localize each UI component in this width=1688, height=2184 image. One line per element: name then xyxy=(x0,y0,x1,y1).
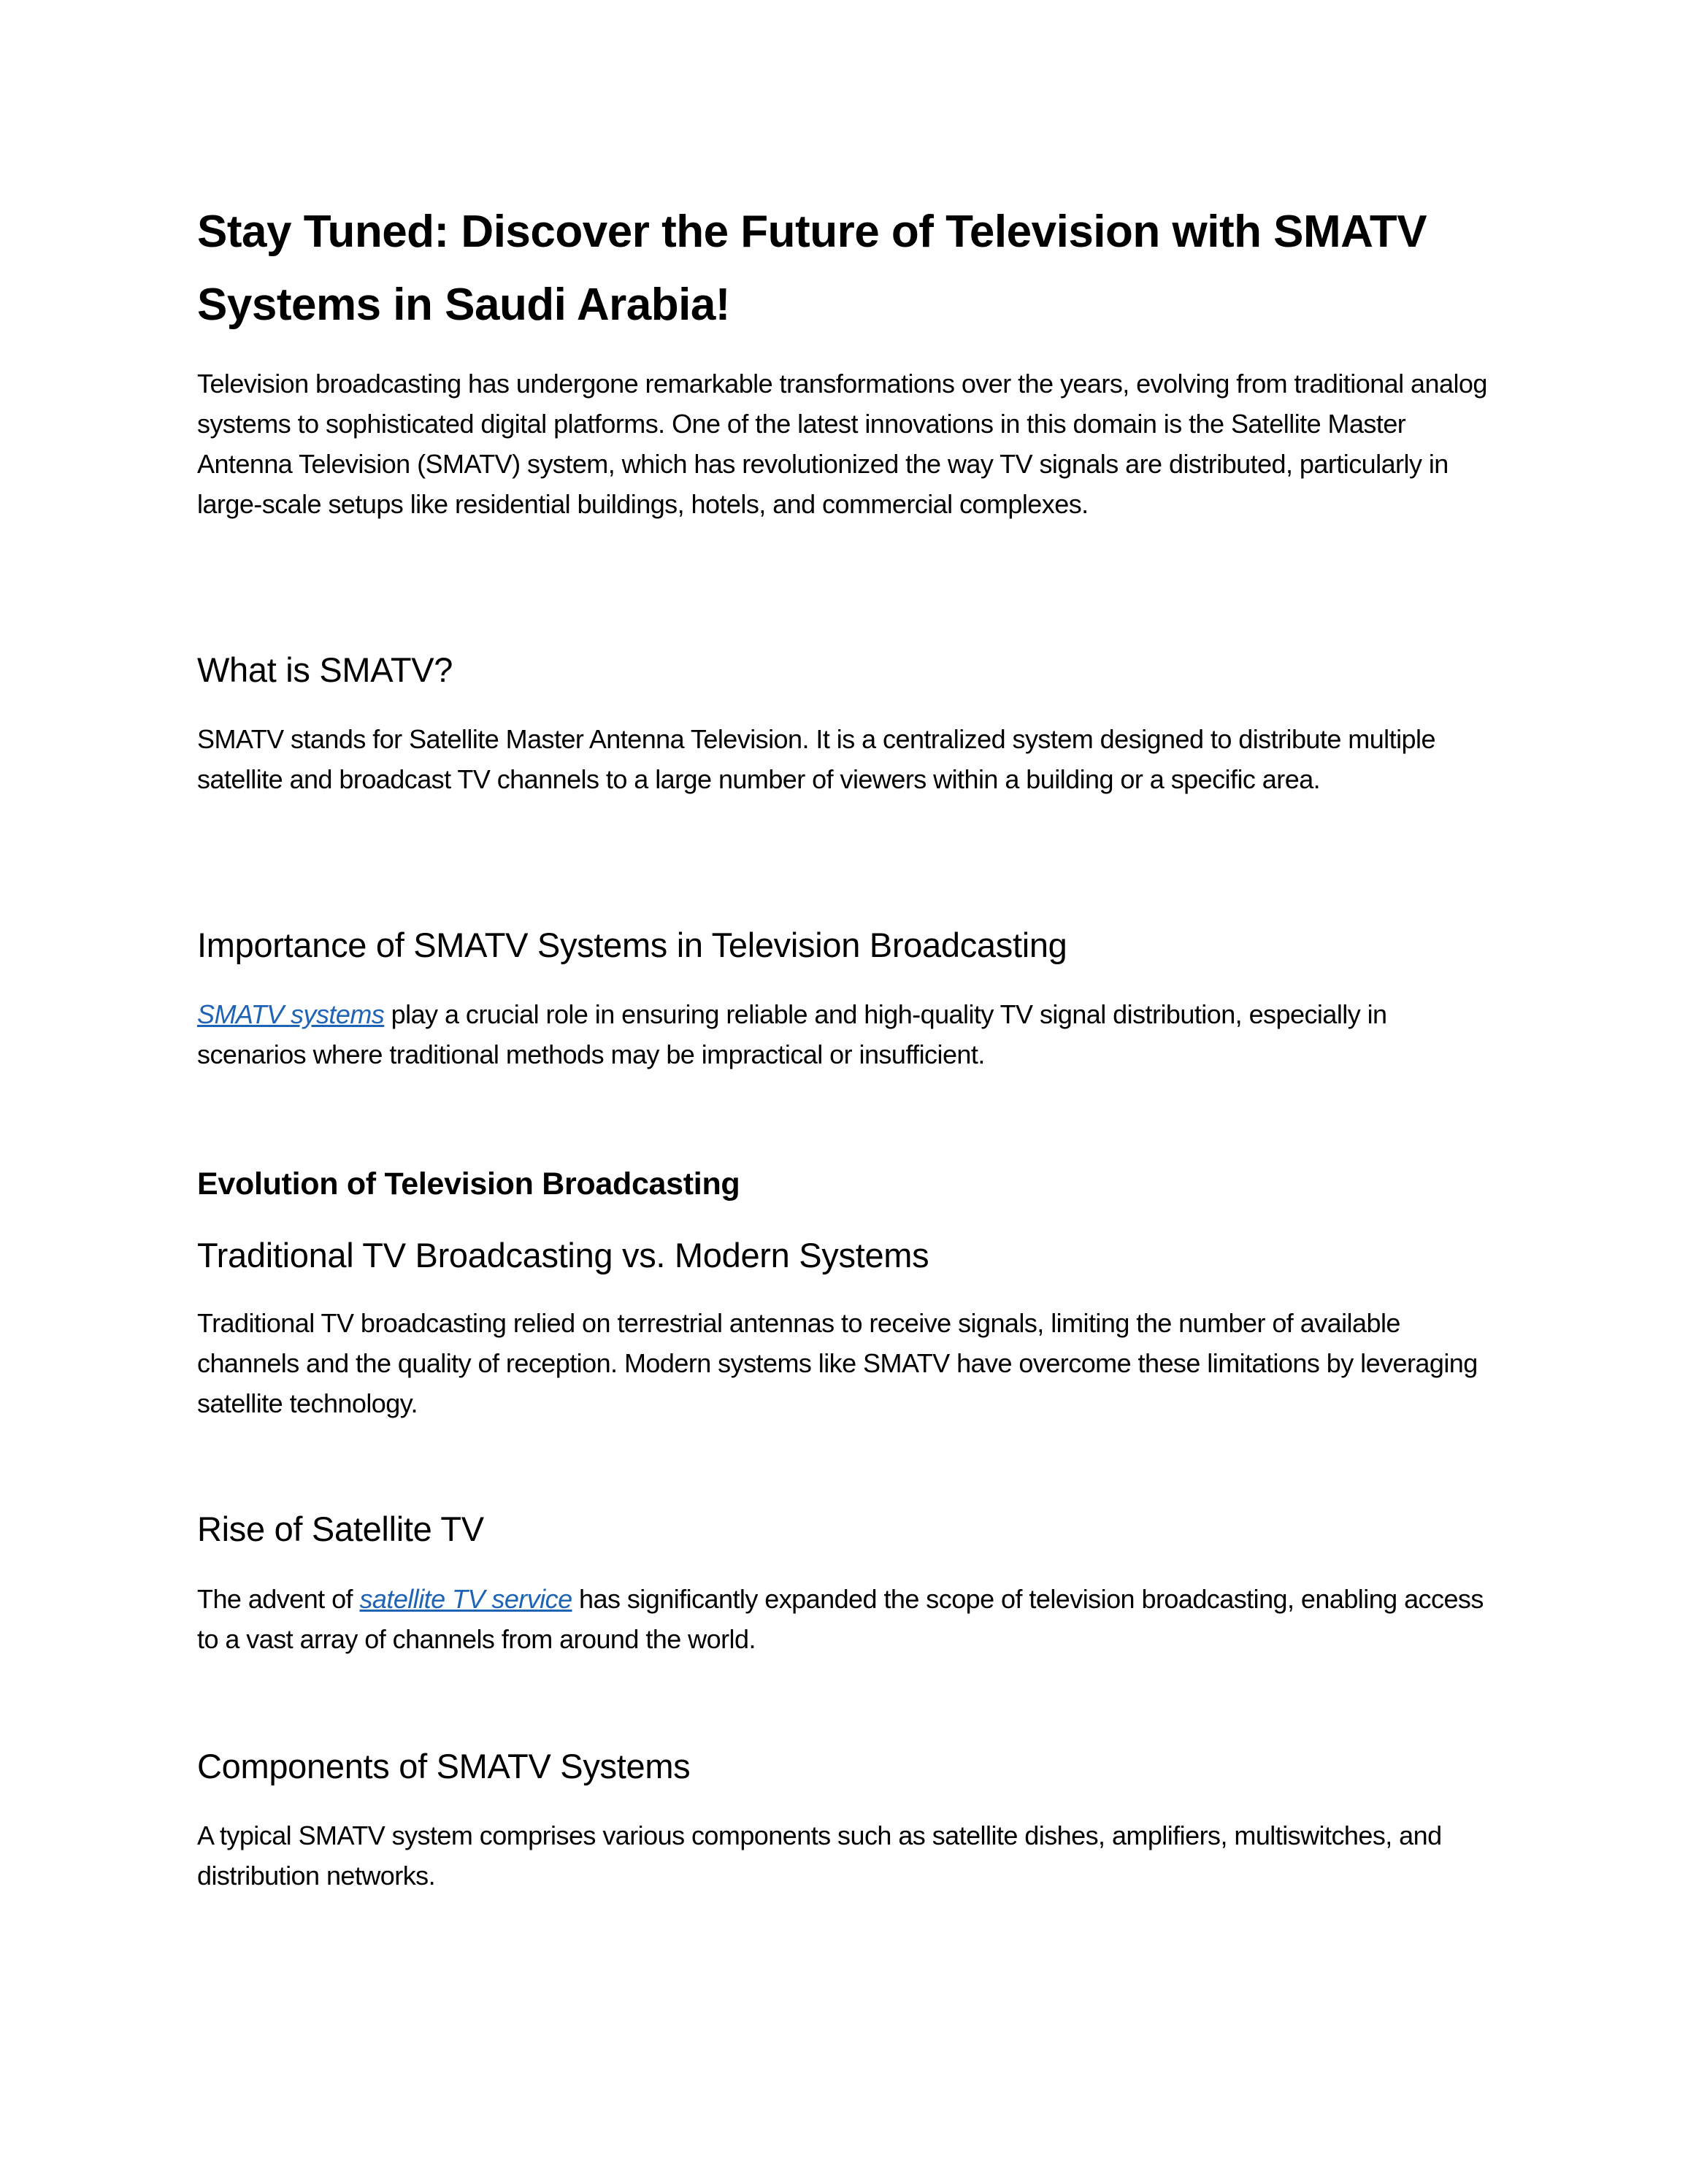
link-smatv-systems[interactable]: SMATV systems xyxy=(197,999,385,1029)
paragraph-traditional-vs-modern: Traditional TV broadcasting relied on terrestrial antennas to receive signals, limiting the number of available channels and the quality of reception. Modern systems like SMATV have overcome these limitations by leveraging satellite technology. xyxy=(197,1308,1478,1418)
paragraph-importance-text: play a crucial role in ensuring reliable and high-quality TV signal distribution, especially in scenarios where traditional methods may be impractical or insufficient. xyxy=(197,999,1387,1069)
paragraph-importance xyxy=(197,994,1497,1074)
paragraph-rise-of-satellite xyxy=(197,1579,1497,1659)
paragraph-components: A typical SMATV system comprises various components such as satellite dishes, amplifiers, multiswitches, and distribution networks. xyxy=(197,1820,1442,1891)
document-title: Stay Tuned: Discover the Future of Television with SMATV Systems in Saudi Arabia! xyxy=(197,207,1427,330)
heading-rise-of-satellite: Rise of Satellite TV xyxy=(197,1510,484,1548)
paragraph-what-is-smatv: SMATV stands for Satellite Master Antenna Television. It is a centralized system designed to distribute multiple satellite and broadcast TV channels to a large number of viewers within a building or a specific area. xyxy=(197,724,1435,794)
heading-evolution: Evolution of Television Broadcasting xyxy=(197,1166,740,1201)
heading-importance: Importance of SMATV Systems in Television Broadcasting xyxy=(197,926,1067,964)
paragraph-rise-text-before: The advent of xyxy=(197,1584,360,1614)
heading-traditional-vs-modern: Traditional TV Broadcasting vs. Modern Systems xyxy=(197,1236,929,1274)
paragraph-rise-text-after: has significantly expanded the scope of television broadcasting, enabling access to a vast array of channels from around the world. xyxy=(197,1584,1484,1654)
link-satellite-tv-service[interactable]: satellite TV service xyxy=(359,1584,572,1614)
heading-components: Components of SMATV Systems xyxy=(197,1747,691,1785)
heading-what-is-smatv: What is SMATV? xyxy=(197,650,453,689)
intro-paragraph: Television broadcasting has undergone remarkable transformations over the years, evolving from traditional analog systems to sophisticated digital platforms. One of the latest innovations in this domain is the Satellite Master Antenna Television (SMATV) system, which has revolutionized the way TV signals are distributed, particularly in large-scale setups like residential buildings, hotels, and commercial complexes. xyxy=(197,369,1487,519)
